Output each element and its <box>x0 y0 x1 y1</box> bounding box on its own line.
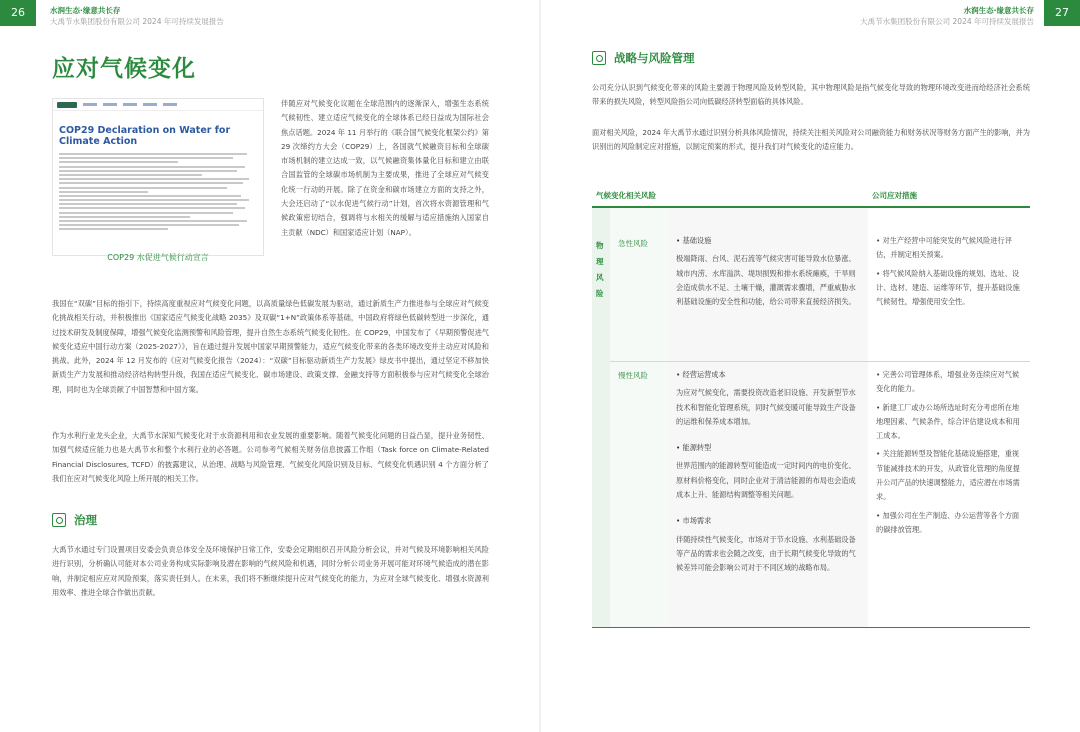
table-body <box>592 208 1030 628</box>
governance-heading <box>52 512 97 528</box>
chronic-measures <box>876 368 1026 537</box>
header-report-title-left: 大禹节水集团股份有限公司 2024 年可持续发展报告 <box>50 17 224 26</box>
mock-nav-link <box>103 103 117 106</box>
climate-risk-table <box>592 190 1030 628</box>
mock-nav-link <box>123 103 137 106</box>
page-number-left: 26 <box>0 0 36 26</box>
acute-risk-label: 急性风险 <box>618 239 648 248</box>
acute-measures <box>876 234 1026 309</box>
intro-paragraph: 伴随应对气候变化议题在全球范围内的逐渐深入，增强生态系统气候韧性、建立适应气候变化的全球体系已经日益成为国际社会焦点话题。2024 年 11 月举行的《联合国气候变化框架公约》第 29 次缔约方大会（COP29）上，各国就气候融资目标和全球碳市场机制的建立达成一致，以气候融资集体量化目标和建立由联合国监管的全球碳市场机制为主要成果，推进了全球应对气候变化统一行动的开展。除了在资金和碳市场建立方面的支持之外，大会还启动了“以水促进气候行动”计划，首次将水资源管理和气候政策密切结合，强调将与水相关的缓解与适应措施纳入国家自主贡献（NDC）和国家适应计划（NAP）。 <box>281 99 489 237</box>
governance-icon <box>52 513 66 527</box>
chronic-desc-title: • 能源转型 <box>676 443 712 453</box>
header-right <box>860 5 1034 27</box>
strategy-icon <box>592 51 606 65</box>
header-report-title-right: 大禹节水集团股份有限公司 2024 年可持续发展报告 <box>860 17 1034 26</box>
header-left <box>50 5 224 27</box>
category-column <box>592 208 610 627</box>
acute-measure-item: • 将气候风险纳入基础设施的规划、选址、设计、选材、建造、运维等环节，提升基础设施气候韧性，增强使用安全性。 <box>876 268 1020 307</box>
acute-measure-item: • 对生产经营中可能突发的气候风险进行评估，并制定相关预案。 <box>876 236 1012 260</box>
acute-desc-title: • 基础设施 <box>676 236 712 245</box>
strategy-heading <box>592 50 695 66</box>
mock-nav-link <box>83 103 97 106</box>
chronic-risk-label: 慢性风险 <box>618 371 648 380</box>
chronic-desc-title: • 经营运营成本 <box>676 370 726 379</box>
chronic-desc-text: 世界范围内的能源转型可能造成一定时间内的电价变化、原材料价格变化，同时企业对于清洁能源的布局也会造成成本上升、能源结构调整等相关问题。 <box>676 461 856 500</box>
header-measure: 公司应对措施 <box>872 191 917 200</box>
china-policy-paragraph: 我国在“双碳”目标的指引下，持续高度重视应对气候变化问题，以高质量绿色低碳发展为驱动，通过新质生产力推进参与全球应对气候变化挑战相关行动，并积极推出《国家适应气候变化战略 2035》及双碳“1+N”政策体系等基础，中国政府将绿色低碳转型进一步深化，通过技术研发及制度保障，增强气候变化监测预警和风险管理，提升自然生态系统气候变化韧性。在 COP29，中国发布了《早期预警促进气候变化适应中国行动方案（2025-2027）》，旨在通过提升发展中国家早期预警能力，适应气候变化带来的各类环境改变并主动应对风险和挑战。此外，2024 年 12 月发布的《应对气候变化报告（2024）：“双碳”目标驱动新质生产力发展》绿皮书中提出，通过坚定不移加快新质生产力发展和推动经济结构转型升级，我国在适应气候变化、碳市场建设、政策支撑、金融支持等方面积极参与应对气候变化全球治理，同时也为全球贡献了中国智慧和中国方案。 <box>52 299 489 394</box>
chronic-measure-item: • 新建工厂或办公场所选址时充分考虑所在地地理因素、气候条件，综合评估建设成本和用工成本。 <box>876 402 1020 441</box>
chronic-measure-item: • 加强公司在生产制造、办公运营等各个方面的碳排放管理。 <box>876 510 1020 534</box>
strategy-title: 战略与风险管理 <box>614 51 695 65</box>
risk-type-column <box>610 208 668 627</box>
mock-nav-link <box>163 103 177 106</box>
mock-title: COP29 Declaration on Water for Climate Action <box>59 125 231 147</box>
risk-intro-1: 公司充分认识到气候变化带来的风险主要源于物理风险及转型风险，其中物理风险是指气候变化导致的物理环境改变进而给经济社会系统带来的损失风险，转型风险指公司向低碳经济转型面临的具体风险。 <box>592 83 1030 107</box>
header-slogan-right: 水润生态·缘意共长存 <box>963 6 1034 15</box>
chronic-desc-title: • 市场需求 <box>676 516 712 526</box>
image-caption: COP29 水促进气候行动宣言 <box>107 253 209 262</box>
tcfd-paragraph: 作为水利行业龙头企业，大禹节水深知气候变化对于水资源利用和农业发展的重要影响。随着气候变化问题的日益凸显，提升业务韧性、加强气候适应能力也是大禹节水和整个水利行业的必答题。公司参考气候相关财务信息披露工作组（Task force on Climate-Related Financial Disclosures, TCFD）的披露建议，从治理、战略与风险管理、气候变化风险识别及目标、气候变化机遇识别 4 个方面分析了我们在应对气候变化风险上所开展的相关工作。 <box>52 431 489 483</box>
page-number-right: 27 <box>1044 0 1080 26</box>
page-gutter <box>539 0 541 732</box>
mock-navbar <box>53 99 263 111</box>
risk-intro-2: 面对相关风险，2024 年大禹节水通过识别分析具体风险情况，持续关注相关风险对公司融资能力和财务状况等财务方面产生的影响，并为识别出的风险制定应对措施，以制定预案的形式，提升我们对气候变化的适应能力。 <box>592 128 1030 152</box>
page-title: 应对气候变化 <box>52 56 196 82</box>
header-risk: 气候变化相关风险 <box>596 191 656 200</box>
row-divider <box>610 361 1030 362</box>
mock-text-lines <box>59 153 257 230</box>
category-label: 物理风险 <box>596 241 604 298</box>
chronic-desc-text: 为应对气候变化，需要投资改造老旧设施、开发新型节水技术和智能化管理系统，同时气候变暖可能导致生产设备的运维和保养成本增加。 <box>676 388 856 426</box>
chronic-measure-item: • 完善公司管理体系，增强业务连续应对气候变化的能力。 <box>876 370 1020 394</box>
cop29-declaration-screenshot <box>52 98 264 256</box>
table-header <box>592 190 1030 208</box>
chronic-measure-item: • 关注能源转型及智能化基础设施搭建，重视节能减排技术的开发，从政管化管理的角度提升公司产品的快速调整能力，适应潜在市场需求。 <box>876 449 1020 502</box>
header-slogan-left: 水润生态·缘意共长存 <box>50 6 121 15</box>
chronic-desc-text: 伴随持续性气候变化，市场对于节水设施、水利基础设备等产品的需求也会随之改变，由于长期气候变化导致的气候差异可能会影响公司对于不同区域的战略布局。 <box>676 534 856 573</box>
mock-logo <box>57 102 77 108</box>
governance-title: 治理 <box>74 513 97 527</box>
mock-nav-link <box>143 103 157 106</box>
chronic-descriptions <box>676 368 862 576</box>
acute-description <box>676 234 862 309</box>
acute-desc-text: 极端降雨、台风、泥石流等气候灾害可能导致水位暴涨、城市内涝、水库溢洪、堤坝损毁和排水系统瘫痪，干旱则会造成供水不足、土壤干燥，灌溉需求骤增，严重威胁水利基础设施的安全性和功能，给公司带来直接经济损失。 <box>676 254 856 307</box>
governance-paragraph: 大禹节水通过专门设置项目安委会负责总体安全及环境保护日常工作，安委会定期组织召开风险分析会议，并对气候及环境影响相关风险进行识别，分析确认可能对本公司业务构成实际影响及潜在影响的气候风险和机遇，同时分析公司业务开展可能对环境气候造成的潜在影响，并制定相应应对风险预案，落实责任到人。在未来，我们将不断继续提升应对气候变化的能力，为应对全球气候变化、增强水资源利用效率、推进全球合作做出贡献。 <box>52 545 489 597</box>
